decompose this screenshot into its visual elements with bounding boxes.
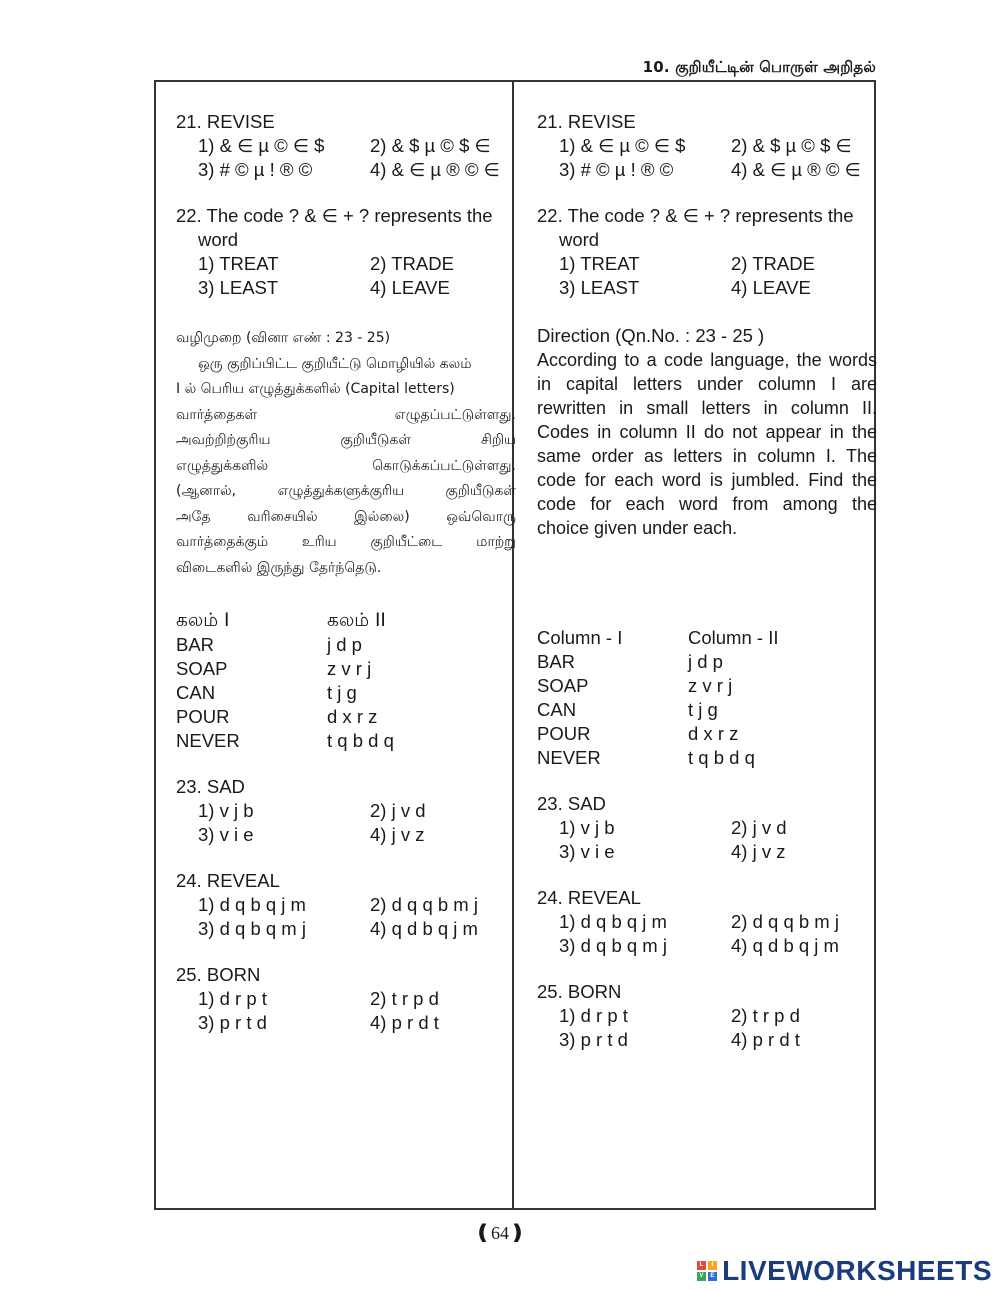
option: 3) # © µ ! ® © [559,159,674,180]
option: 2) TRADE [370,253,454,274]
option: 1) TREAT [198,253,279,274]
option: 1) & ∈ µ © ∈ $ [559,135,686,156]
option: 2) j v d [731,817,787,838]
table-row: CAN t j g [537,699,718,720]
question-23 [176,775,516,847]
option: 1) d q b q j m [559,911,667,932]
option: 4) p r d t [370,1012,439,1033]
direction-text [176,352,516,582]
option: 3) LEAST [559,277,640,298]
option: 4) LEAVE [370,277,450,298]
question-title: 23. SAD [176,776,245,797]
table-row: NEVER t q b d q [176,730,394,751]
option: 2) j v d [370,800,426,821]
option: 4) q d b q j m [370,918,478,939]
option: 2) & $ µ © $ ∈ [731,135,852,156]
direction-line: அவற்றிற்குரிய குறியீடுகள் சிறிய [176,432,516,448]
option: 2) d q q b m j [370,894,478,915]
question-title: 24. REVEAL [537,887,641,908]
direction-line: வார்த்தைகள் எழுதப்பட்டுள்ளது. [176,406,516,423]
direction-line: I ல் பெரிய எழுத்துக்களில் (Capital letters) [176,381,455,397]
question-21 [176,110,516,182]
question-title: 22. The code ? & ∈ + ? represents the [176,205,493,226]
liveworksheets-logo[interactable] [696,1255,992,1287]
question-title: 23. SAD [537,793,606,814]
table-row: POUR d x r z [176,706,378,727]
question-25 [537,980,877,1052]
code-table [176,609,516,753]
option: 3) # © µ ! ® © [198,159,313,180]
table-header: Column - II [688,627,779,648]
table-row: NEVER t q b d q [537,747,755,768]
option: 1) d q b q j m [198,894,306,915]
question-24 [176,869,516,941]
table-row: POUR d x r z [537,723,739,744]
option: 4) & ∈ µ ® © ∈ [370,159,500,180]
question-22 [537,204,877,300]
option: 1) TREAT [559,253,640,274]
right-column [537,110,877,1052]
question-21 [537,110,877,182]
question-23 [537,792,877,864]
question-24 [537,886,877,958]
option: 1) & ∈ µ © ∈ $ [198,135,325,156]
direction-line: வார்த்தைக்கும் உரிய குறியீட்டை மாற்று [176,534,516,550]
code-table [537,626,877,770]
option: 1) d r p t [559,1005,628,1026]
question-title: 22. The code ? & ∈ + ? represents the [537,205,854,226]
option: 3) p r t d [559,1029,628,1050]
question-title: 25. BORN [537,981,622,1002]
table-row: CAN t j g [176,682,357,703]
chapter-title: 10. குறியீட்டின் பொருள் அறிதல் [642,58,876,76]
option: 4) p r d t [731,1029,800,1050]
question-25 [176,963,516,1035]
direction-line: எழுத்துக்களில் கொடுக்கப்பட்டுள்ளது. [176,457,516,474]
option: 3) d q b q m j [559,935,667,956]
table-row: BAR j d p [537,651,723,672]
table-header: கலம் I [176,610,230,631]
question-title-cont: word [559,229,600,250]
question-title: 24. REVEAL [176,870,280,891]
direction-line: அதே வரிசையில் இல்லை) ஒவ்வொரு [176,508,516,525]
option: 4) LEAVE [731,277,811,298]
table-row: BAR j d p [176,634,362,655]
direction-line: (ஆனால், எழுத்துக்களுக்குரிய குறியீடுகள் [176,483,516,499]
option: 3) p r t d [198,1012,267,1033]
option: 3) v i e [559,841,615,862]
direction-title: வழிமுறை (வினா எண் : 23 - 25) [176,330,391,346]
option: 1) v j b [559,817,615,838]
option: 1) v j b [198,800,254,821]
direction-line: ஒரு குறிப்பிட்ட குறியீட்டு மொழியில் கலம் [198,355,472,372]
option: 3) d q b q m j [198,918,306,939]
direction-line: விடைகளில் இருந்து தேர்ந்தெடு. [176,559,382,576]
option: 3) LEAST [198,277,279,298]
option: 1) d r p t [198,988,267,1009]
option: 2) & $ µ © $ ∈ [370,135,491,156]
direction-title: Direction (Qn.No. : 23 - 25 ) [537,325,765,346]
option: 4) j v z [370,824,425,845]
page-number: ❪64❫ [474,1222,526,1244]
option: 2) TRADE [731,253,815,274]
table-header: கலம் II [327,610,386,631]
left-column [176,110,516,1035]
direction-text: According to a code language, the words in capital letters under column I are rewritten in small letters in column II. Codes in column II do not appear in the same order as letters in column I. The code for each word is jumbled. Find the code for each word from among the choice given under each. [537,350,877,538]
question-22 [176,204,516,300]
option: 2) t r p d [370,988,439,1009]
table-row: SOAP z v r j [537,675,733,696]
option: 3) v i e [198,824,254,845]
logo-icon: L I V E [696,1260,718,1282]
question-title: 25. BORN [176,964,261,985]
brand-text: LIVEWORKSHEETS [722,1255,992,1286]
table-row: SOAP z v r j [176,658,372,679]
question-title: 21. REVISE [176,111,275,132]
option: 4) j v z [731,841,786,862]
option: 4) & ∈ µ ® © ∈ [731,159,861,180]
option: 2) d q q b m j [731,911,839,932]
question-title-cont: word [198,229,239,250]
option: 2) t r p d [731,1005,800,1026]
question-title: 21. REVISE [537,111,636,132]
option: 4) q d b q j m [731,935,839,956]
table-header: Column - I [537,627,623,648]
